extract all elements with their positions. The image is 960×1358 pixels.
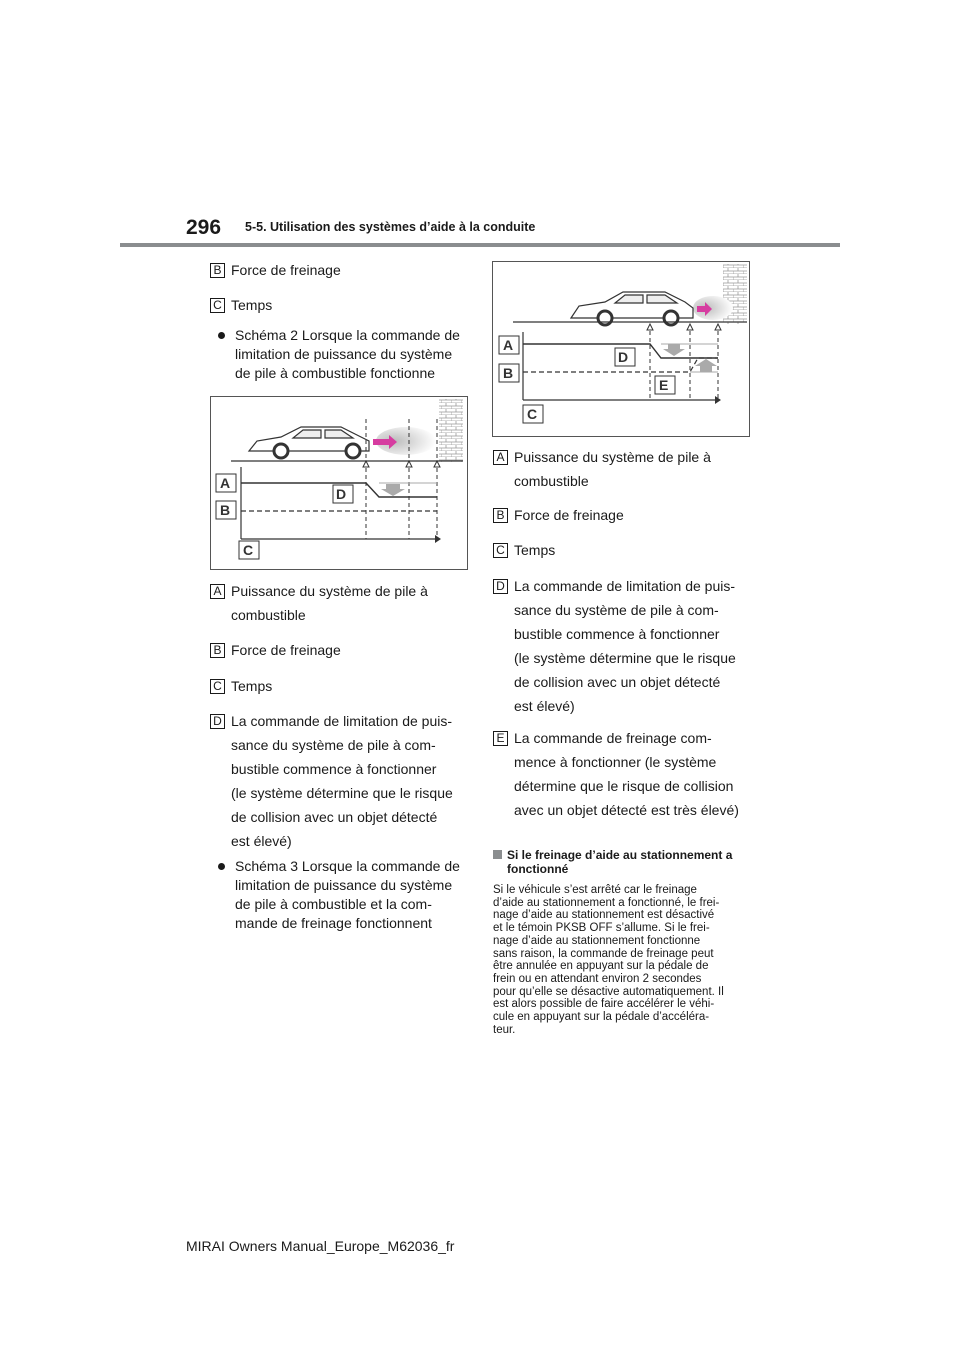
page-number: 296 [186, 216, 222, 239]
fig-letter-c: C [527, 406, 538, 422]
fig-letter-a: A [220, 475, 231, 491]
legend-a-left [210, 583, 472, 627]
bullet-dot [218, 332, 225, 339]
legend-text: La commande de limitation de puis- sance du système de pile à com- bustible commence à fonctionner (le système détermine que le risque de collision avec un objet détecté est élevé) [514, 578, 736, 714]
fig-letter-d: D [618, 349, 629, 365]
car-illustration [249, 427, 369, 458]
legend-text: Temps [231, 678, 273, 694]
wall [439, 399, 463, 462]
fig-letter-b: B [503, 365, 514, 381]
footer-text: MIRAI Owners Manual_Europe_M62036_fr [186, 1238, 455, 1254]
legend-c-right [493, 542, 555, 558]
badge-a: A [493, 450, 508, 465]
legend-text: Temps [514, 542, 556, 558]
badge-e: E [493, 731, 508, 746]
legend-text: Puissance du système de pile à combustible [231, 583, 428, 623]
legend-text: Force de freinage [514, 507, 624, 523]
section-title: 5-5. Utilisation des systèmes d’aide à la conduite [245, 220, 536, 234]
legend-c-top [210, 297, 272, 313]
legend-b-right [493, 507, 624, 523]
legend-text: La commande de freinage com- mence à fonctionner (le système détermine que le risque de collision avec un objet détecté est très élevé) [514, 730, 739, 818]
header-rule [120, 243, 840, 247]
fig-letter-c: C [243, 542, 254, 558]
badge-b: B [210, 643, 225, 658]
legend-text: Puissance du système de pile à combustible [514, 449, 711, 489]
fig-letter-b: B [220, 502, 231, 518]
note-square-icon [493, 850, 502, 859]
bullet-text: Schéma 3 Lorsque la commande de limitation de puissance du système de pile à combustible et la com- mande de freinage fonctionnent [235, 858, 460, 931]
bullet-schema-2 [210, 326, 475, 383]
badge-c: C [210, 298, 225, 313]
legend-text: La commande de limitation de puis- sance du système de pile à com- bustible commence à fonctionner (le système détermine que le risque de collision avec un objet détecté est élevé) [231, 713, 453, 849]
note-title-text: Si le freinage d’aide au stationnement a fonctionné [507, 848, 733, 876]
bullet-text: Schéma 2 Lorsque la commande de limitation de puissance du système de pile à combustible fonctionne [235, 327, 460, 381]
badge-b: B [210, 263, 225, 278]
badge-d: D [493, 579, 508, 594]
legend-e-right [493, 730, 758, 822]
legend-b-left [210, 642, 341, 658]
legend-d-right [493, 578, 755, 718]
down-arrow [663, 344, 685, 356]
down-arrow [381, 484, 405, 496]
up-arrow [695, 359, 717, 372]
note-body: Si le véhicule s’est arrêté car le freinage d’aide au stationnement a fonctionné, le frei- nage d’aide au stationnement est désactivé et le témoin PKSB OFF s’allume. Si le frei- nage d’aide au stationnement fonctionne sans raison, la commande de freinage peut être annulée en appuyant sur la pédale de frein ou en attendant environ 2 secondes pour qu’elle se désactive automatiquement. Il est alors possible de faire accélérer le véhi- cule en appuyant sur la pédale d’accéléra- teur. [493, 884, 724, 1036]
legend-a-right [493, 449, 755, 493]
legend-c-left [210, 678, 272, 694]
badge-a: A [210, 584, 225, 599]
badge-c: C [210, 679, 225, 694]
badge-b: B [493, 508, 508, 523]
car-illustration [571, 292, 693, 325]
legend-b-top [210, 262, 341, 278]
note-title [493, 848, 753, 876]
bullet-dot [218, 863, 225, 870]
fig-letter-e: E [659, 377, 669, 393]
fig-letter-d: D [336, 486, 347, 502]
diagram-schema-2 [210, 396, 468, 570]
legend-text: Temps [231, 297, 273, 313]
badge-d: D [210, 714, 225, 729]
legend-text: Force de freinage [231, 642, 341, 658]
legend-d-left [210, 713, 472, 853]
legend-text: Force de freinage [231, 262, 341, 278]
fig-letter-a: A [503, 337, 514, 353]
diagram-schema-3 [492, 261, 750, 437]
badge-c: C [493, 543, 508, 558]
bullet-schema-3 [210, 857, 475, 933]
